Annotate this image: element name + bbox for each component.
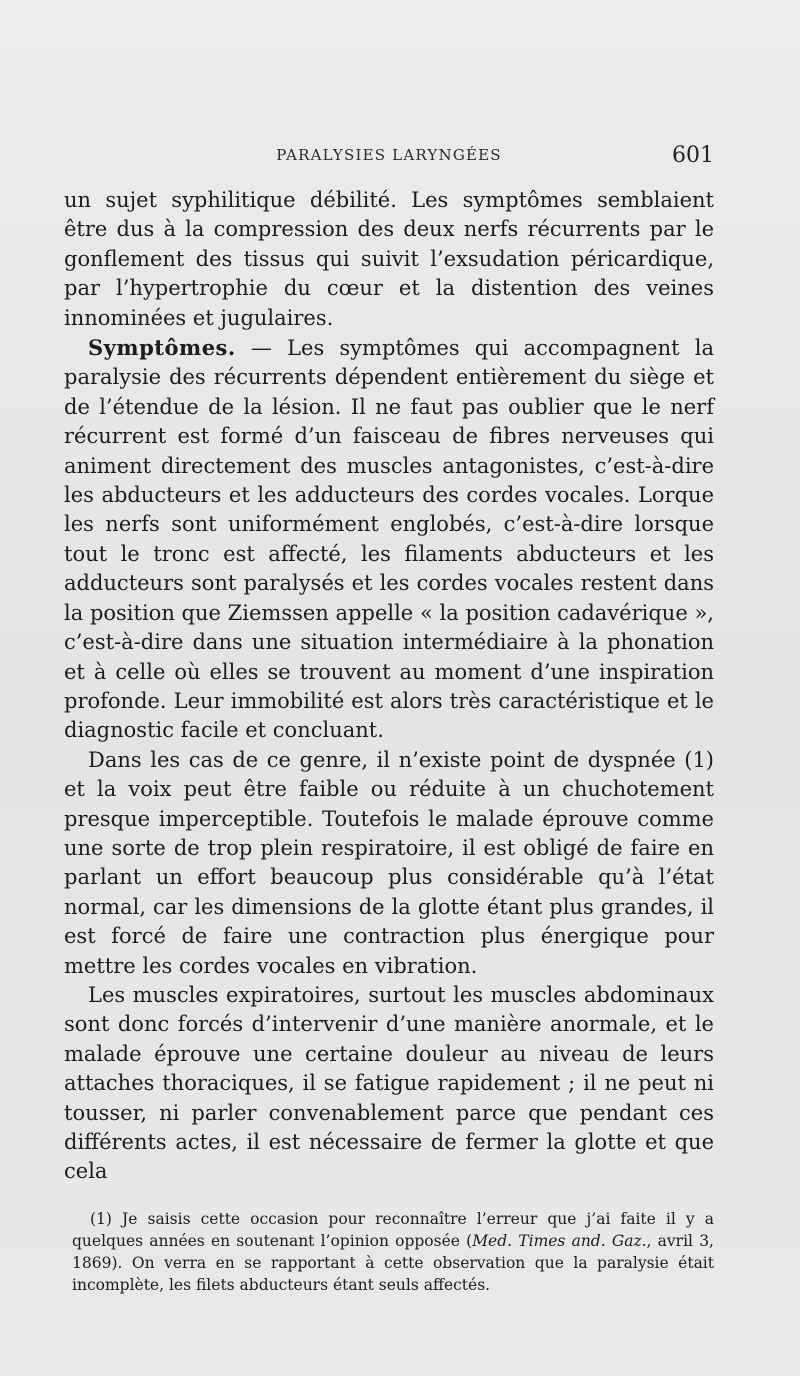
footnote-part-1: (1) Je saisis cette occasion pour reconnaître l’erreur que j’ai faite il y a quelques années en soutenant l’opinion opposée ( <box>72 1210 714 1250</box>
paragraph-1: un sujet syphilitique débilité. Les symptômes semblaient être dus à la compression des deux nerfs récurrents par le gonflement des tissus qui suivit l’exsudation péricardique, par l’hypertrophie du cœur et la distention des veines innominées et jugulaires. <box>64 188 714 330</box>
page-number: 601 <box>672 143 714 168</box>
body-text <box>64 186 714 1187</box>
footnote-text <box>72 1208 714 1296</box>
paragraph-symptomes <box>64 333 714 746</box>
paragraph-2-text: — Les symptômes qui accompagnent la paralysie des récurrents dépendent entièrement du siège et de l’étendue de la lésion. Il ne faut pas oublier que le nerf récurrent est formé d’un faisceau de fibres nerveuses qui animent directement des muscles antagonistes, c’est-à-dire les abducteurs et les adducteurs des cordes vocales. Lorque les nerfs sont uniformément englobés, c’est-à-dire lorsque tout le tronc est affecté, les filaments abducteurs et les adducteurs sont paralysés et les cordes vocales restent dans la position que Ziemssen appelle « la position cadavérique », c’est-à-dire dans une situation intermédiaire à la phonation et à celle où elles se trouvent au moment d’une inspiration profonde. Leur immobilité est alors très caractéristique et le diagnostic facile et concluant. <box>64 336 714 743</box>
footnote-part-2: , avril 3, 1869). On verra en se rapportant à cette observation que la paralysie était incomplète, les filets abducteurs étant seuls affectés. <box>72 1232 714 1294</box>
page-header <box>64 143 714 172</box>
paragraph-4: Les muscles expiratoires, surtout les muscles abdominaux sont donc forcés d’intervenir d’une manière anormale, et le malade éprouve une certaine douleur au niveau de leurs attaches thoraciques, il se fatigue rapidement ; il ne peut ni tousser, ni parler convenablement parce que pendant ces différents actes, il est nécessaire de fermer la glotte et que cela <box>64 982 714 1184</box>
section-heading-symptomes: Symptômes. <box>88 335 236 361</box>
running-title: PARALYSIES LARYNGÉES <box>276 146 502 164</box>
paragraph-3: Dans les cas de ce genre, il n’existe point de dyspnée (1) et la voix peut être faible ou réduite à un chuchotement presque imperceptible. Toutefois le malade éprouve comme une sorte de trop plein respiratoire, il est obligé de faire en parlant un effort beaucoup plus considérable qu’à l’état normal, car les dimensions de la glotte étant plus grandes, il est forcé de faire une contraction plus énergique pour mettre les cordes vocales en vibration. <box>64 747 714 978</box>
footnote <box>72 1208 714 1296</box>
footnote-citation: Med. Times and. Gaz. <box>472 1232 647 1250</box>
